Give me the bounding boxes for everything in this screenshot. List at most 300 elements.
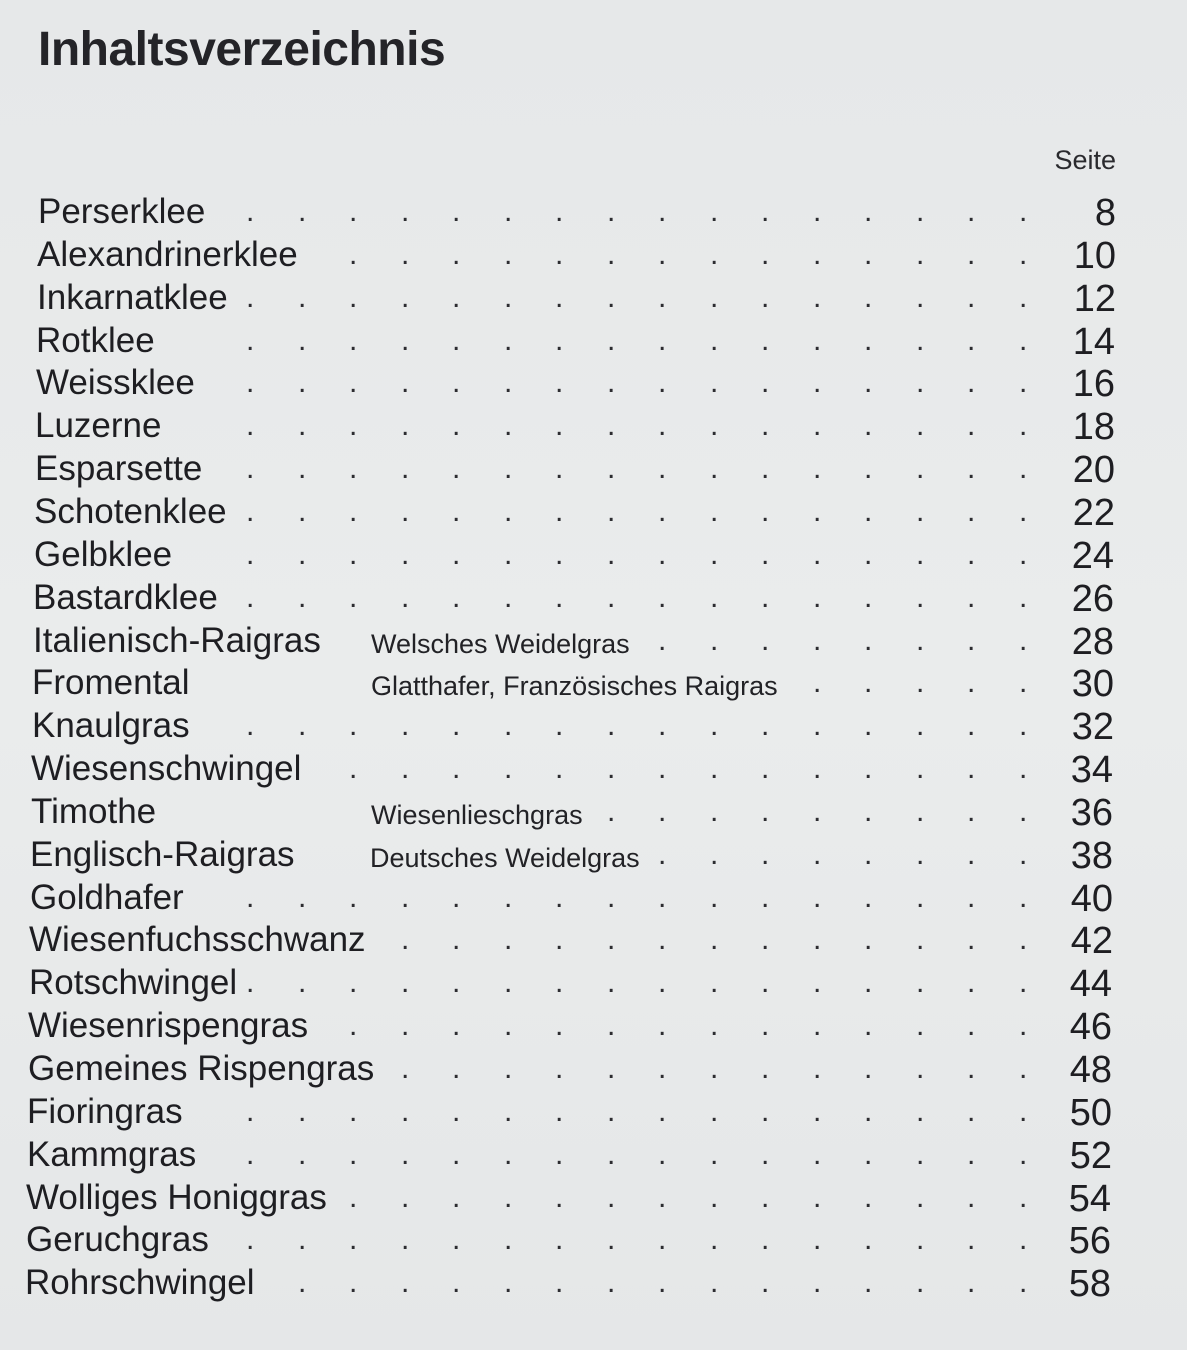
leader-dot: . (967, 237, 976, 271)
leader-dot: . (813, 1223, 822, 1257)
leader-dot: . (504, 537, 513, 571)
entry-page-number: 36 (1070, 791, 1113, 834)
leader-dot: . (761, 752, 770, 786)
entry-name: Wiesenrispengras (28, 1006, 309, 1046)
leader-dot: . (607, 923, 616, 957)
leader-dot: . (813, 323, 822, 357)
leader-dot: . (349, 237, 358, 271)
leader-dot: . (813, 452, 822, 486)
dot-leader (0, 790, 1187, 833)
leader-dot: . (452, 494, 461, 528)
entry-name: Bastardklee (33, 577, 218, 617)
leader-dot: . (246, 452, 255, 486)
leader-dot: . (916, 1094, 925, 1128)
entry-name: Fromental (32, 663, 190, 703)
leader-dot: . (658, 323, 667, 357)
leader-dot: . (710, 1223, 719, 1257)
leader-dot: . (710, 794, 719, 828)
leader-dot: . (813, 280, 822, 314)
leader-dot: . (246, 494, 255, 528)
leader-dot: . (761, 1223, 770, 1257)
entry-name: Alexandrinerklee (37, 234, 298, 274)
leader-dot: . (761, 537, 770, 571)
leader-dot: . (555, 494, 564, 528)
entry-synonym: Wiesenlieschgras (371, 799, 583, 830)
leader-dot: . (813, 966, 822, 1000)
toc-entry[interactable] (0, 576, 1187, 619)
leader-dot: . (555, 1180, 564, 1214)
toc-entry[interactable] (0, 233, 1187, 276)
leader-dot: . (710, 580, 719, 614)
leader-dot: . (298, 280, 307, 314)
leader-dot: . (916, 1223, 925, 1257)
leader-dot: . (658, 923, 667, 957)
leader-dot: . (658, 1223, 667, 1257)
entry-name: Wolliges Honiggras (26, 1177, 327, 1217)
leader-dot: . (658, 1009, 667, 1043)
leader-dot: . (813, 1180, 822, 1214)
leader-dot: . (761, 1052, 770, 1085)
dot-leader (0, 533, 1187, 576)
leader-dot: . (710, 195, 719, 228)
toc-entry[interactable] (0, 1133, 1187, 1176)
dot-leader (0, 576, 1187, 619)
leader-dot: . (710, 880, 719, 914)
leader-dot: . (607, 880, 616, 914)
leader-dot: . (813, 923, 822, 957)
leader-dot: . (349, 709, 358, 743)
leader-dot: . (710, 280, 719, 314)
leader-dot: . (452, 752, 461, 786)
entry-name: Kammgras (27, 1134, 197, 1174)
leader-dot: . (864, 880, 873, 914)
leader-dot: . (401, 580, 410, 614)
leader-dot: . (916, 880, 925, 914)
toc-entry[interactable] (0, 361, 1187, 404)
entry-page-number: 46 (1069, 1006, 1112, 1049)
entry-synonym: Welsches Weidelgras (371, 628, 630, 659)
leader-dot: . (916, 1266, 925, 1300)
leader-dot: . (761, 195, 770, 228)
leader-dot: . (864, 794, 873, 828)
toc-entry[interactable] (0, 747, 1187, 790)
leader-dot: . (864, 494, 873, 528)
leader-dot: . (967, 409, 976, 443)
entry-name: Luzerne (35, 406, 162, 446)
entry-page-number: 28 (1071, 620, 1114, 663)
leader-dot: . (967, 709, 976, 743)
toc-entry[interactable] (0, 876, 1187, 919)
toc-entry[interactable] (0, 533, 1187, 576)
leader-dot: . (246, 537, 255, 571)
leader-dot: . (710, 1009, 719, 1043)
leader-dot: . (864, 966, 873, 1000)
leader-dot: . (246, 1094, 255, 1128)
page-title: Inhaltsverzeichnis (38, 23, 446, 76)
leader-dot: . (864, 923, 873, 957)
toc-entry[interactable] (0, 1218, 1187, 1261)
leader-dot: . (916, 1009, 925, 1043)
leader-dot: . (1019, 409, 1028, 443)
leader-dot: . (864, 1009, 873, 1043)
toc-entry[interactable] (0, 833, 1187, 876)
leader-dot: . (504, 1180, 513, 1214)
leader-dot: . (813, 1052, 822, 1085)
toc-entry[interactable] (0, 619, 1187, 662)
leader-dot: . (452, 1094, 461, 1128)
leader-dot: . (555, 709, 564, 743)
dot-leader (0, 918, 1187, 961)
toc-entry[interactable] (0, 404, 1187, 447)
leader-dot: . (401, 409, 410, 443)
toc-entry[interactable] (0, 918, 1187, 961)
leader-dot: . (967, 323, 976, 357)
leader-dot: . (504, 1137, 513, 1171)
toc-entry[interactable] (0, 1176, 1187, 1219)
leader-dot: . (658, 752, 667, 786)
leader-dot: . (1019, 1180, 1028, 1214)
leader-dot: . (504, 280, 513, 314)
leader-dot: . (761, 1266, 770, 1300)
leader-dot: . (813, 880, 822, 914)
leader-dot: . (916, 280, 925, 314)
dot-leader (0, 190, 1187, 233)
leader-dot: . (349, 1009, 358, 1043)
leader-dot: . (298, 195, 307, 228)
leader-dot: . (555, 966, 564, 1000)
entry-name: Timothe (31, 791, 157, 831)
entry-name: Inkarnatklee (37, 277, 228, 317)
leader-dot: . (298, 709, 307, 743)
leader-dot: . (710, 1094, 719, 1128)
leader-dot: . (967, 966, 976, 1000)
leader-dot: . (504, 237, 513, 271)
leader-dot: . (967, 1180, 976, 1214)
leader-dot: . (298, 366, 307, 400)
leader-dot: . (658, 1266, 667, 1300)
dot-leader (0, 1047, 1187, 1090)
entry-synonym: Glatthafer, Französisches Raigras (371, 671, 778, 702)
leader-dot: . (349, 966, 358, 1000)
entry-name: Gelbklee (34, 534, 173, 574)
leader-dot: . (452, 537, 461, 571)
entry-page-number: 10 (1073, 234, 1116, 277)
leader-dot: . (658, 195, 667, 228)
leader-dot: . (658, 1094, 667, 1128)
leader-dot: . (452, 1180, 461, 1214)
leader-dot: . (401, 752, 410, 786)
leader-dot: . (864, 1180, 873, 1214)
leader-dot: . (813, 666, 822, 700)
entry-page-number: 48 (1069, 1049, 1112, 1091)
toc-entry[interactable] (0, 1090, 1187, 1133)
leader-dot: . (813, 537, 822, 571)
leader-dot: . (452, 1009, 461, 1043)
leader-dot: . (916, 966, 925, 1000)
leader-dot: . (967, 366, 976, 400)
dot-leader (0, 1218, 1187, 1261)
leader-dot: . (967, 623, 976, 657)
leader-dot: . (967, 280, 976, 314)
toc-entry[interactable] (0, 447, 1187, 490)
entry-name: Fioringras (27, 1091, 183, 1131)
leader-dot: . (607, 752, 616, 786)
leader-dot: . (916, 1052, 925, 1085)
leader-dot: . (761, 923, 770, 957)
toc-entry[interactable] (0, 1047, 1187, 1090)
leader-dot: . (710, 452, 719, 486)
leader-dot: . (916, 537, 925, 571)
leader-dot: . (607, 1009, 616, 1043)
leader-dot: . (349, 1223, 358, 1257)
entry-name: Italienisch-Raigras (33, 620, 321, 660)
leader-dot: . (1019, 923, 1028, 957)
entry-page-number: 44 (1069, 963, 1112, 1006)
leader-dot: . (658, 494, 667, 528)
leader-dot: . (1019, 966, 1028, 1000)
leader-dot: . (504, 580, 513, 614)
entry-name: Wiesenschwingel (31, 749, 302, 789)
dot-leader (0, 747, 1187, 790)
leader-dot: . (607, 280, 616, 314)
toc-entry[interactable] (0, 1261, 1187, 1304)
leader-dot: . (1019, 366, 1028, 400)
leader-dot: . (761, 1180, 770, 1214)
leader-dot: . (246, 323, 255, 357)
leader-dot: . (452, 452, 461, 486)
leader-dot: . (607, 195, 616, 228)
leader-dot: . (504, 1223, 513, 1257)
leader-dot: . (967, 1052, 976, 1085)
entry-name: Rotschwingel (29, 963, 238, 1003)
leader-dot: . (1019, 1009, 1028, 1043)
leader-dot: . (401, 966, 410, 1000)
leader-dot: . (761, 452, 770, 486)
entry-name: Geruchgras (26, 1220, 209, 1260)
dot-leader (0, 1004, 1187, 1047)
toc-entry[interactable] (0, 790, 1187, 833)
leader-dot: . (658, 452, 667, 486)
leader-dot: . (452, 709, 461, 743)
leader-dot: . (349, 494, 358, 528)
leader-dot: . (401, 494, 410, 528)
leader-dot: . (452, 323, 461, 357)
leader-dot: . (761, 237, 770, 271)
leader-dot: . (761, 1009, 770, 1043)
leader-dot: . (555, 1223, 564, 1257)
toc-entry[interactable] (0, 319, 1187, 362)
leader-dot: . (607, 794, 616, 828)
leader-dot: . (607, 709, 616, 743)
leader-dot: . (1019, 752, 1028, 786)
leader-dot: . (1019, 237, 1028, 271)
leader-dot: . (555, 1052, 564, 1085)
leader-dot: . (916, 237, 925, 271)
leader-dot: . (1019, 1223, 1028, 1257)
leader-dot: . (298, 537, 307, 571)
leader-dot: . (1019, 537, 1028, 571)
leader-dot: . (864, 752, 873, 786)
leader-dot: . (916, 709, 925, 743)
leader-dot: . (298, 580, 307, 614)
leader-dot: . (607, 1266, 616, 1300)
entry-name: Knaulgras (32, 706, 190, 746)
leader-dot: . (813, 1266, 822, 1300)
leader-dot: . (504, 923, 513, 957)
leader-dot: . (813, 837, 822, 871)
leader-dot: . (813, 1009, 822, 1043)
leader-dot: . (452, 195, 461, 228)
leader-dot: . (452, 1223, 461, 1257)
leader-dot: . (761, 623, 770, 657)
leader-dot: . (555, 1137, 564, 1171)
leader-dot: . (916, 366, 925, 400)
dot-leader (0, 961, 1187, 1004)
leader-dot: . (967, 1137, 976, 1171)
leader-dot: . (658, 366, 667, 400)
leader-dot: . (864, 1223, 873, 1257)
leader-dot: . (555, 280, 564, 314)
leader-dot: . (349, 195, 358, 228)
leader-dot: . (1019, 280, 1028, 314)
leader-dot: . (916, 580, 925, 614)
leader-dot: . (349, 1137, 358, 1171)
leader-dot: . (349, 452, 358, 486)
leader-dot: . (658, 880, 667, 914)
leader-dot: . (452, 1137, 461, 1171)
leader-dot: . (607, 966, 616, 1000)
leader-dot: . (864, 1137, 873, 1171)
leader-dot: . (298, 1137, 307, 1171)
leader-dot: . (864, 623, 873, 657)
leader-dot: . (555, 366, 564, 400)
leader-dot: . (813, 623, 822, 657)
leader-dot: . (916, 323, 925, 357)
leader-dot: . (607, 237, 616, 271)
leader-dot: . (864, 280, 873, 314)
leader-dot: . (916, 1137, 925, 1171)
toc-entry[interactable] (0, 1004, 1187, 1047)
leader-dot: . (658, 537, 667, 571)
leader-dot: . (607, 1180, 616, 1214)
leader-dot: . (401, 366, 410, 400)
entry-page-number: 42 (1070, 920, 1113, 963)
entry-name: Schotenklee (34, 491, 227, 531)
leader-dot: . (658, 237, 667, 271)
leader-dot: . (864, 366, 873, 400)
leader-dot: . (504, 966, 513, 1000)
leader-dot: . (967, 666, 976, 700)
leader-dot: . (761, 280, 770, 314)
leader-dot: . (1019, 623, 1028, 657)
leader-dot: . (349, 537, 358, 571)
leader-dot: . (504, 366, 513, 400)
leader-dot: . (761, 709, 770, 743)
toc-entry[interactable] (0, 276, 1187, 319)
entry-name: Goldhafer (30, 877, 184, 917)
leader-dot: . (504, 409, 513, 443)
leader-dot: . (761, 966, 770, 1000)
leader-dot: . (710, 366, 719, 400)
dot-leader (0, 319, 1187, 362)
toc-entry[interactable] (0, 190, 1187, 233)
dot-leader (0, 704, 1187, 747)
leader-dot: . (401, 880, 410, 914)
leader-dot: . (658, 623, 667, 657)
leader-dot: . (710, 837, 719, 871)
leader-dot: . (916, 666, 925, 700)
leader-dot: . (1019, 880, 1028, 914)
leader-dot: . (967, 195, 976, 228)
leader-dot: . (813, 709, 822, 743)
toc-entry[interactable] (0, 961, 1187, 1004)
dot-leader (0, 447, 1187, 490)
dot-leader (0, 361, 1187, 404)
leader-dot: . (349, 1180, 358, 1214)
leader-dot: . (1019, 666, 1028, 700)
entry-page-number: 34 (1070, 749, 1113, 792)
leader-dot: . (813, 409, 822, 443)
leader-dot: . (710, 323, 719, 357)
leader-dot: . (452, 966, 461, 1000)
leader-dot: . (246, 1223, 255, 1257)
leader-dot: . (452, 880, 461, 914)
leader-dot: . (864, 580, 873, 614)
leader-dot: . (1019, 580, 1028, 614)
leader-dot: . (813, 580, 822, 614)
leader-dot: . (710, 1052, 719, 1085)
leader-dot: . (1019, 1094, 1028, 1128)
leader-dot: . (504, 752, 513, 786)
entry-page-number: 26 (1071, 577, 1114, 620)
leader-dot: . (401, 323, 410, 357)
leader-dot: . (246, 580, 255, 614)
toc-entry[interactable] (0, 490, 1187, 533)
leader-dot: . (813, 494, 822, 528)
leader-dot: . (761, 794, 770, 828)
entry-page-number: 14 (1072, 320, 1115, 363)
leader-dot: . (246, 195, 255, 228)
leader-dot: . (401, 923, 410, 957)
entry-page-number: 32 (1071, 706, 1114, 749)
leader-dot: . (710, 237, 719, 271)
leader-dot: . (864, 237, 873, 271)
leader-dot: . (607, 1137, 616, 1171)
leader-dot: . (555, 452, 564, 486)
leader-dot: . (813, 366, 822, 400)
dot-leader (0, 1261, 1187, 1304)
leader-dot: . (864, 1094, 873, 1128)
entry-page-number: 12 (1073, 277, 1116, 320)
page-column-header: Seite (1054, 145, 1116, 175)
leader-dot: . (504, 1266, 513, 1300)
leader-dot: . (967, 1009, 976, 1043)
leader-dot: . (916, 752, 925, 786)
leader-dot: . (246, 709, 255, 743)
leader-dot: . (761, 880, 770, 914)
leader-dot: . (349, 409, 358, 443)
leader-dot: . (813, 752, 822, 786)
dot-leader (0, 1176, 1187, 1219)
leader-dot: . (401, 1266, 410, 1300)
entry-page-number: 8 (1094, 192, 1116, 234)
leader-dot: . (1019, 452, 1028, 486)
leader-dot: . (967, 494, 976, 528)
leader-dot: . (607, 1223, 616, 1257)
toc-entry[interactable] (0, 704, 1187, 747)
toc-entry[interactable] (0, 661, 1187, 704)
leader-dot: . (349, 1094, 358, 1128)
